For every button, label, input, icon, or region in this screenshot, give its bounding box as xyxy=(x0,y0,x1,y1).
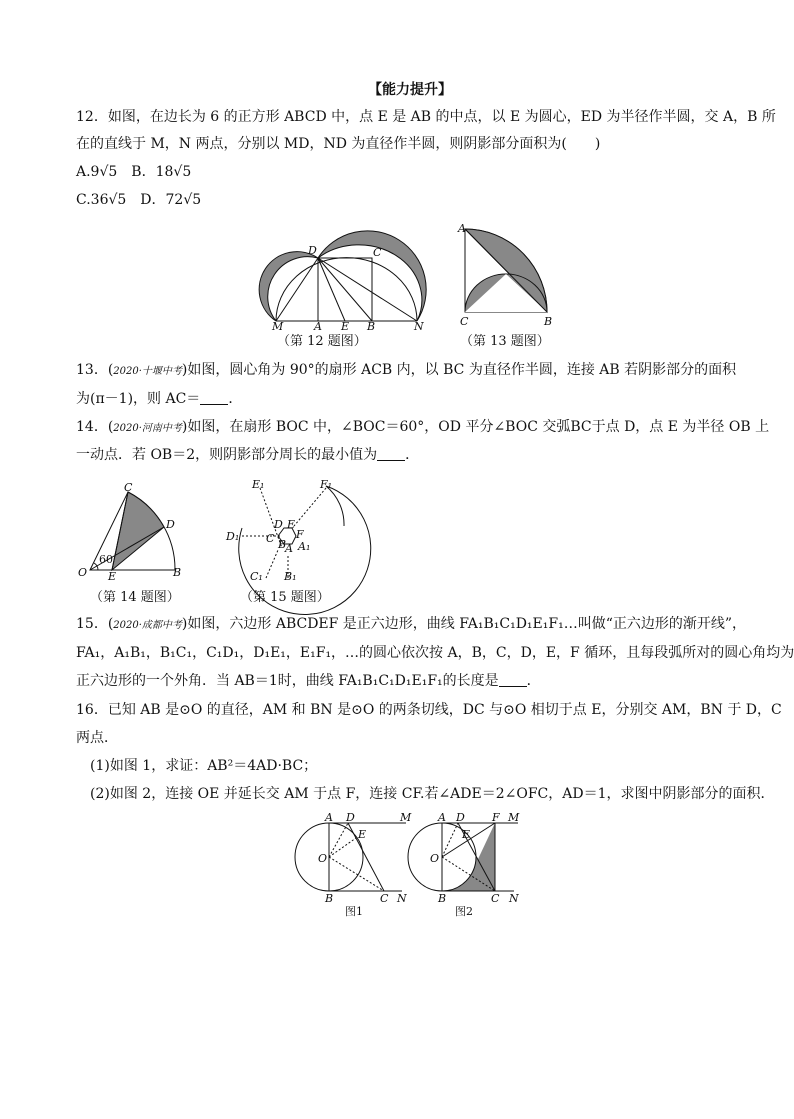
q14-prefix: 14．( xyxy=(76,419,114,435)
q14-line2-text: 一动点．若 OB＝2，则阴影部分周长的最小值为 xyxy=(76,447,378,463)
svg-text:D: D xyxy=(166,518,175,531)
q15-prefix: 15．( xyxy=(76,616,114,632)
figure-15 xyxy=(222,478,352,592)
q16-part1: (1)如图 1，求证：AB²＝4AD·BC； xyxy=(90,758,318,774)
figure-12 xyxy=(262,226,432,334)
svg-text:C: C xyxy=(124,481,133,494)
q15-line3-text: 正六边形的一个外角．当 AB＝1时，曲线 FA₁B₁C₁D₁E₁F₁的长度是 xyxy=(76,673,499,689)
svg-text:A: A xyxy=(285,542,293,555)
svg-text:B: B xyxy=(278,538,287,551)
svg-text:B: B xyxy=(173,566,182,579)
q14-line2-end: ． xyxy=(405,447,420,463)
q16-line1: 16．已知 AB 是⊙O 的直径，AM 和 BN 是⊙O 的两条切线，DC 与⊙O 相切于点 E，分别交 AM，BN 于 D，C xyxy=(76,702,782,718)
section-header: 【能力提升】 xyxy=(368,82,452,98)
q13-text: )如图，圆心角为 90°的扇形 ACB 内，以 BC 为直径作半圆，连接 AB 若阴影部分的面积 xyxy=(181,362,737,378)
svg-text:D: D xyxy=(308,244,317,257)
shade-left xyxy=(259,252,318,321)
svg-text:O: O xyxy=(318,852,328,865)
svg-text:A: A xyxy=(314,320,322,333)
svg-text:E: E xyxy=(358,828,367,841)
figure-16-1 xyxy=(296,812,410,908)
figure-16-2-caption: 图2 xyxy=(455,905,473,918)
svg-text:B: B xyxy=(367,320,376,333)
svg-text:B: B xyxy=(438,892,447,905)
svg-text:E: E xyxy=(287,518,296,531)
figure-13 xyxy=(456,222,560,334)
svg-text:M: M xyxy=(508,811,520,824)
svg-text:N: N xyxy=(509,892,519,905)
svg-text:D: D xyxy=(456,811,465,824)
q13-line2-text: 为(π－1)，则 AC＝ xyxy=(76,391,201,407)
figure-12-caption: （第 12 题图） xyxy=(277,334,367,349)
q16-part2: (2)如图 2，连接 OE 并延长交 AM 于点 F，连接 CF.若∠ADE＝2∠OFC，AD＝1，求图中阴影部分的面积． xyxy=(90,786,775,802)
q15-line3-end: ． xyxy=(526,673,541,689)
q13-source: 2020·十堰中考 xyxy=(113,366,182,377)
q15-text: )如图，六边形 ABCDEF 是正六边形，曲线 FA₁B₁C₁D₁E₁F₁…叫做“正六边形的渐开线”， xyxy=(181,616,747,632)
svg-text:C₁: C₁ xyxy=(250,570,263,583)
q15-line3 xyxy=(76,671,541,691)
figure-14-caption: （第 14 题图） xyxy=(90,590,180,605)
figure-16-1-caption: 图1 xyxy=(345,905,363,918)
q14-answer-blank[interactable] xyxy=(377,446,405,461)
q15-source: 2020·成都中考 xyxy=(113,620,182,631)
svg-text:F: F xyxy=(492,811,500,824)
svg-text:E₁: E₁ xyxy=(252,478,265,491)
svg-text:M: M xyxy=(400,811,412,824)
svg-text:D: D xyxy=(274,518,283,531)
svg-text:E: E xyxy=(341,320,350,333)
q15-answer-blank[interactable] xyxy=(499,672,527,687)
svg-text:A₁: A₁ xyxy=(298,540,311,553)
svg-text:C: C xyxy=(380,892,389,905)
q16-line2: 两点． xyxy=(76,730,118,746)
svg-text:O: O xyxy=(430,852,440,865)
q12-options-ab: A.9√5 B．18√5 xyxy=(76,164,192,180)
svg-text:60: 60 xyxy=(99,553,113,566)
svg-text:B₁: B₁ xyxy=(284,570,297,583)
svg-text:A: A xyxy=(458,222,466,235)
svg-text:B: B xyxy=(325,892,334,905)
q12-line2 xyxy=(76,134,600,154)
svg-text:M: M xyxy=(272,320,284,333)
figure-13-caption: （第 13 题图） xyxy=(460,334,550,349)
svg-text:B: B xyxy=(544,315,553,328)
q13-line2 xyxy=(76,389,242,409)
svg-text:D: D xyxy=(346,811,355,824)
svg-text:D₁: D₁ xyxy=(226,530,240,543)
svg-text:E: E xyxy=(462,828,471,841)
q13-line2-end: ． xyxy=(228,391,243,407)
q13-line1 xyxy=(76,360,736,382)
svg-text:E: E xyxy=(108,570,117,583)
svg-text:F: F xyxy=(296,528,304,541)
q12-options-cd: C.36√5 D．72√5 xyxy=(76,192,202,208)
svg-text:C: C xyxy=(266,532,275,545)
q15-line2: FA₁，A₁B₁，B₁C₁，C₁D₁，D₁E₁，E₁F₁，…的圆心依次按 A，B，C，D，E，F 循环，且每段弧所对的圆心角均为 xyxy=(76,645,794,661)
svg-text:N: N xyxy=(397,892,407,905)
svg-text:C: C xyxy=(373,246,382,259)
figure-14 xyxy=(72,482,184,584)
q14-line1 xyxy=(76,417,769,439)
q13-prefix: 13．( xyxy=(76,362,114,378)
svg-text:C: C xyxy=(491,892,500,905)
q14-text: )如图，在扇形 BOC 中，∠BOC＝60°，OD 平分∠BOC 交弧BC于点 D，点 E 为半径 OB 上 xyxy=(181,419,770,435)
svg-text:C: C xyxy=(460,315,469,328)
q12-line2-end: ) xyxy=(594,136,601,152)
q14-line2 xyxy=(76,445,419,465)
q13-answer-blank[interactable] xyxy=(200,390,228,405)
svg-text:A: A xyxy=(325,811,333,824)
svg-text:F₁: F₁ xyxy=(320,478,333,491)
q15-line1 xyxy=(76,614,746,636)
figure-15-caption: （第 15 题图） xyxy=(240,590,330,605)
svg-text:N: N xyxy=(414,320,424,333)
q12-line1: 12．如图，在边长为 6 的正方形 ABCD 中，点 E 是 AB 的中点，以 E 为圆心，ED 为半径作半圆，交 A，B 所 xyxy=(76,109,776,125)
q14-source: 2020·河南中考 xyxy=(113,423,182,434)
figure-16-2 xyxy=(404,812,522,908)
q12-line2-text: 在的直线于 M，N 两点，分别以 MD，ND 为直径作半圆，则阴影部分面积为( xyxy=(76,136,567,152)
svg-text:A: A xyxy=(438,811,446,824)
svg-text:O: O xyxy=(78,566,88,579)
